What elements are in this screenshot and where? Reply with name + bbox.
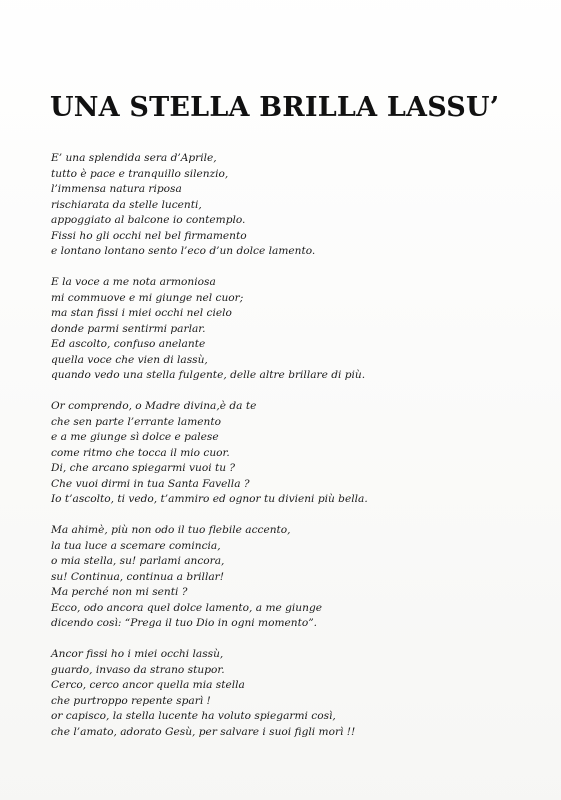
poem-line: Ma perché non mi senti ?	[51, 586, 188, 598]
poem-line: appoggiato al balcone io contemplo.	[51, 214, 246, 226]
poem-line: Ancor fissi ho i miei occhi lassù,	[51, 648, 224, 660]
poem-line: che sen parte l’errante lamento	[51, 415, 222, 428]
poem-line: Io t’ascolto, ti vedo, t’ammiro ed ognor tu divieni più bella.	[51, 493, 368, 505]
poem-line: la tua luce a scemare comincia,	[51, 539, 221, 552]
poem-line: Che vuoi dirmi in tua Santa Favella ?	[51, 477, 250, 490]
poem-line: ma stan fissi i miei occhi nel cielo	[51, 307, 232, 319]
poem-line: che l’amato, adorato Gesù, per salvare i suoi figli morì !!	[51, 725, 356, 738]
stanza-4	[51, 523, 521, 632]
poem-body	[51, 151, 521, 756]
poem-line: e a me giunge sì dolce e palese	[51, 431, 219, 443]
poem-line: dicendo così: “Prega il tuo Dio in ogni momento”.	[51, 617, 318, 629]
poem-line: tutto è pace e tranquillo silenzio,	[51, 167, 229, 180]
stanza-5	[51, 647, 521, 740]
poem-line: Ma ahimè, più non odo il tuo flebile accento,	[51, 524, 291, 536]
stanza-1	[51, 151, 521, 260]
poem-line: quella voce che vien di lassù,	[51, 353, 208, 366]
poem-line: Ecco, odo ancora quel dolce lamento, a me giunge	[51, 601, 323, 614]
poem-line: or capisco, la stella lucente ha voluto spiegarmi così,	[51, 710, 336, 722]
poem-line: E la voce a me nota armoniosa	[51, 276, 216, 288]
stanza-2	[51, 275, 521, 384]
poem-line: E’ una splendida sera d’Aprile,	[51, 152, 217, 164]
poem-line: guardo, invaso da strano stupor.	[51, 663, 225, 676]
poem-line: Di, che arcano spiegarmi vuoi tu ?	[51, 462, 236, 474]
poem-line: quando vedo una stella fulgente, delle altre brillare di più.	[51, 369, 366, 381]
poem-line: l’immensa natura riposa	[51, 183, 182, 195]
poem-line: che purtroppo repente sparì !	[51, 694, 211, 707]
poem-line: e lontano lontano sento l’eco d’un dolce lamento.	[51, 245, 316, 257]
poem-line: Ed ascolto, confuso anelante	[51, 338, 206, 350]
stanza-3	[51, 399, 521, 508]
poem-line: o mia stella, su! parlami ancora,	[51, 555, 225, 567]
poem-line: Or comprendo, o Madre divina,è da te	[51, 400, 257, 412]
poem-line: su! Continua, continua a brillar!	[51, 570, 224, 583]
poem-line: Cerco, cerco ancor quella mia stella	[51, 679, 245, 691]
poem-line: rischiarata da stelle lucenti,	[51, 198, 202, 211]
poem-line: come ritmo che tocca il mio cuor.	[51, 446, 230, 459]
poem-title: UNA STELLA BRILLA LASSU’	[50, 92, 500, 123]
poem-line: Fissi ho gli occhi nel bel firmamento	[51, 229, 247, 242]
poem-line: mi commuove e mi giunge nel cuor;	[51, 291, 244, 304]
poem-line: donde parmi sentirmi parlar.	[51, 322, 206, 335]
